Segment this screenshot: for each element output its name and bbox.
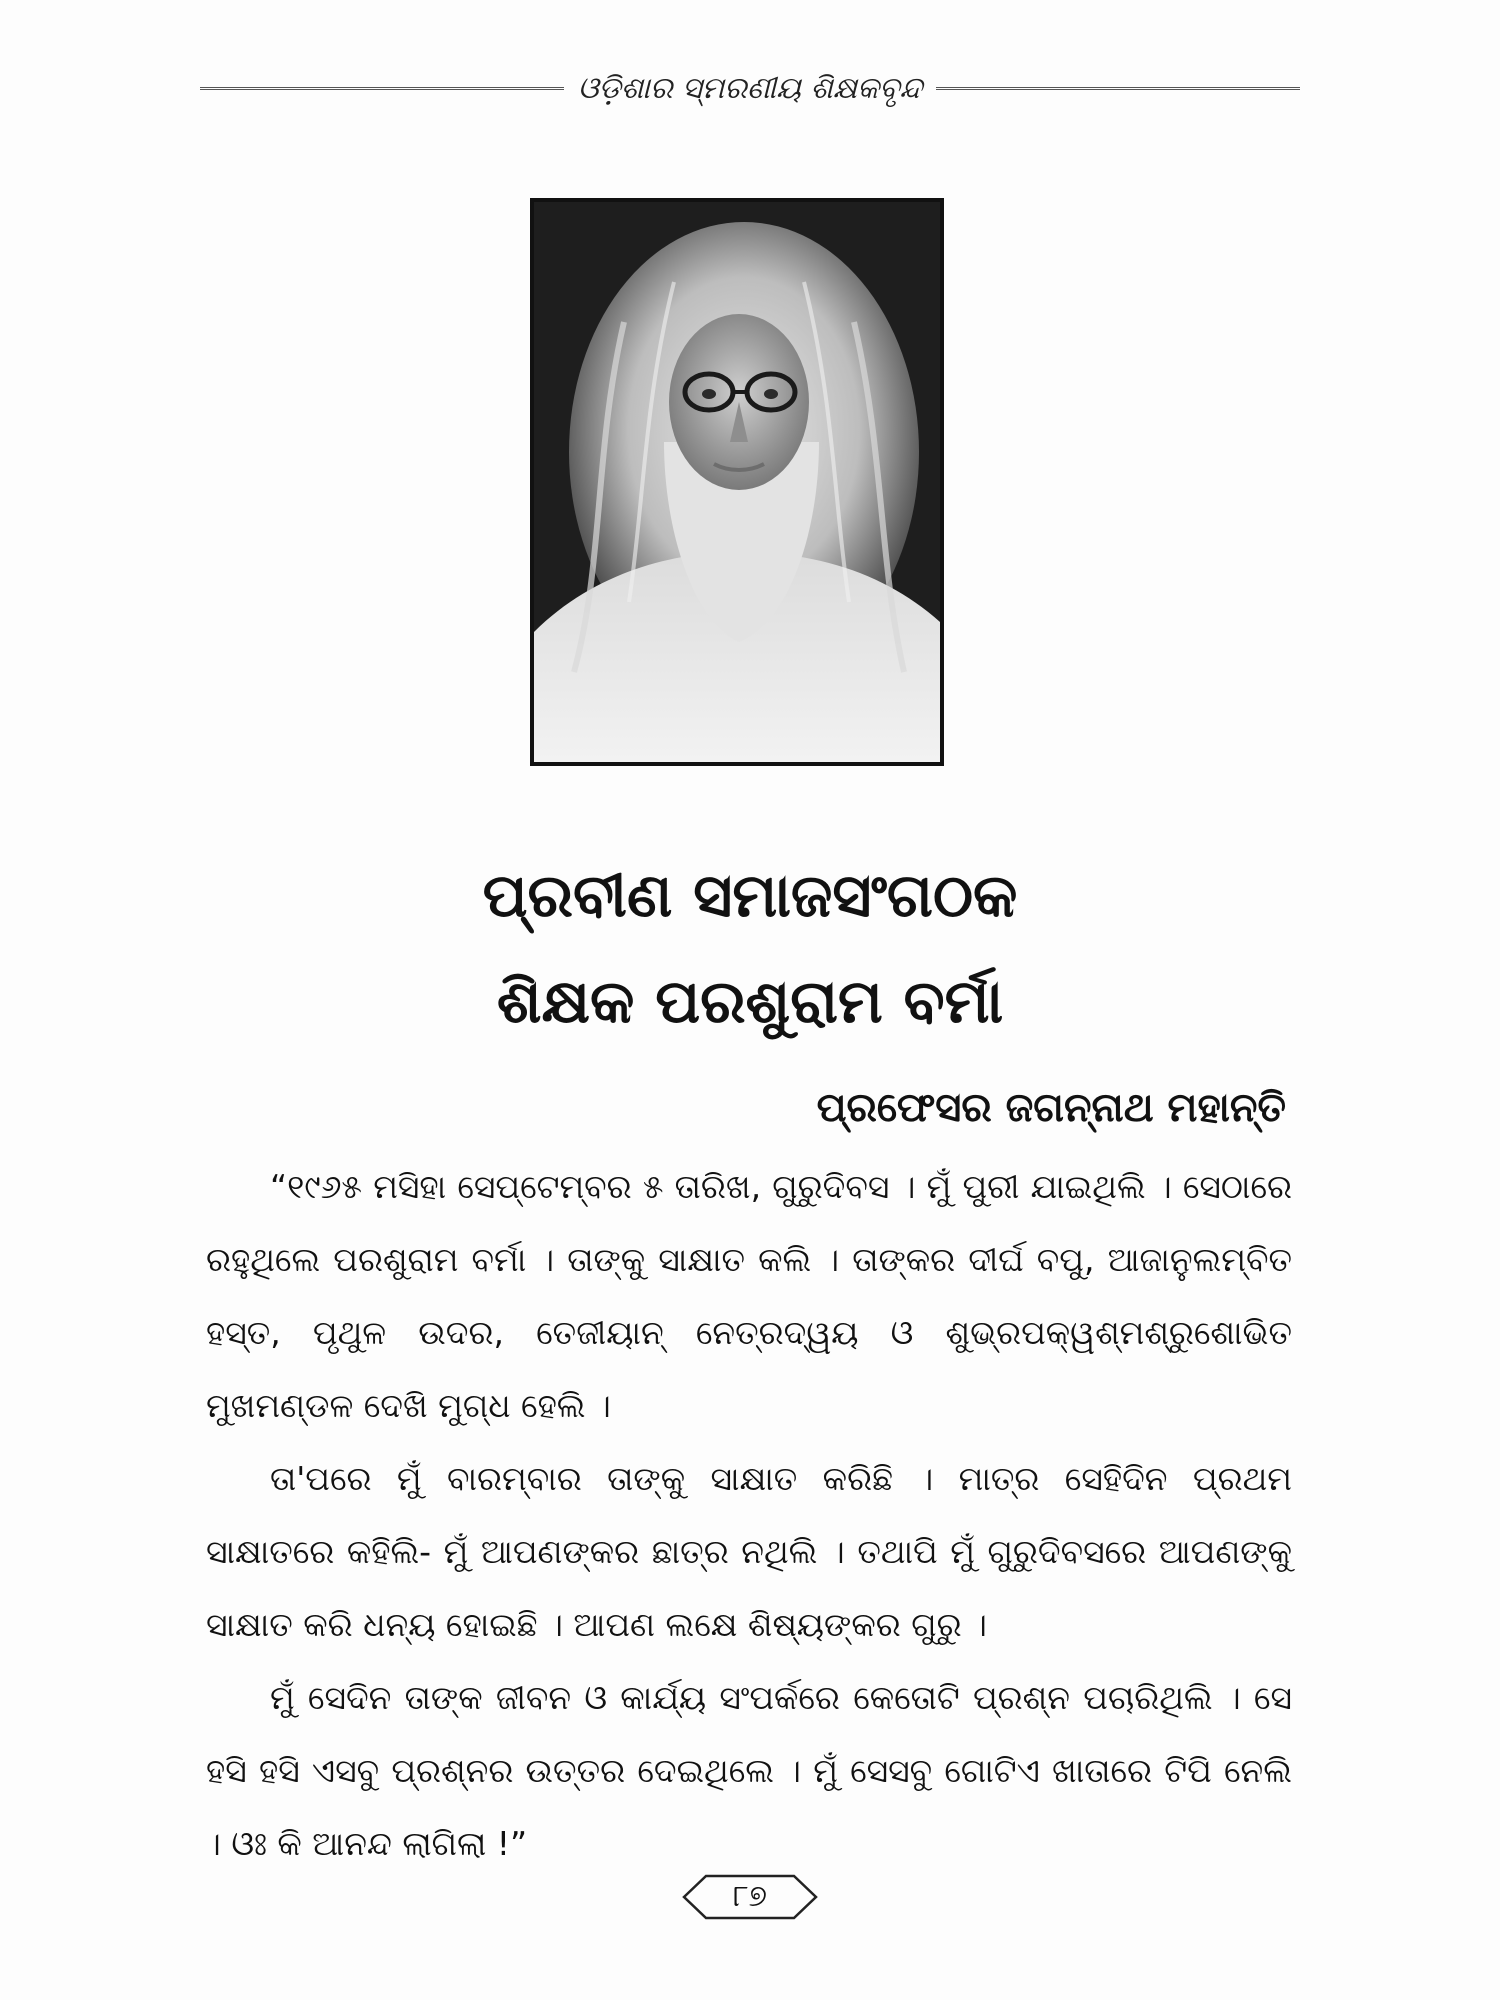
page-number-text: ୮୭ [732,1879,768,1914]
portrait-photo-icon [534,202,940,762]
page-number [680,1872,820,1922]
header-rule-right [936,87,1300,90]
portrait-photo [530,198,944,766]
article-title-line-2: ଶିକ୍ଷକ ପରଶୁରାମ ବର୍ମା [496,967,1004,1037]
article-author: ପ୍ରଫେସର ଜଗନ୍ନାଥ ମହାନ୍ତି [816,1085,1286,1131]
paragraph: “୧୯୬୫ ମସିହା ସେପ୍ଟେମ୍ବର ୫ ତାରିଖ, ଗୁରୁଦିବସ । ମୁଁ ପୁରୀ ଯାଇଥିଲି । ସେଠାରେ ରହୁଥିଲେ ପରଶୁରାମ ବର୍ମା । ତାଙ୍କୁ ସାକ୍ଷାତ କଲି । ତାଙ୍କର ଦୀର୍ଘ ବପୁ, ଆଜାନୁଲମ୍ବିତ ହସ୍ତ, ପୃଥୁଳ ଉଦର, ତେଜୀୟାନ୍ ନେତ୍ରଦ୍ୱୟ ଓ ଶୁଭ୍ରପକ୍ୱଶ୍ମଶ୍ରୁଶୋଭିତ ମୁଖମଣ୍ଡଳ ଦେଖି ମୁଗ୍ଧ ହେଲି । [206,1167,1292,1425]
header-rule-left [200,87,564,90]
article-body [206,1150,1292,1880]
article-title-line-1: ପ୍ରବୀଣ ସମାଜସଂଗଠକ [482,861,1018,931]
paragraph: ମୁଁ ସେଦିନ ତାଙ୍କ ଜୀବନ ଓ କାର୍ଯ୍ୟ ସଂପର୍କରେ କେତୋଟି ପ୍ରଶ୍ନ ପଚାରିଥିଲି । ସେ ହସି ହସି ଏସବୁ ପ୍ରଶ୍ନର ଉତ୍ତର ଦେଇଥିଲେ । ମୁଁ ସେସବୁ ଗୋଟିଏ ଖାତାରେ ଟିପି ନେଲି । ଓଃ କି ଆନନ୍ଦ ଲାଗିଲା !” [206,1678,1292,1863]
running-header [200,68,1300,108]
paragraph: ତା'ପରେ ମୁଁ ବାରମ୍ବାର ତାଙ୍କୁ ସାକ୍ଷାତ କରିଛି । ମାତ୍ର ସେହିଦିନ ପ୍ରଥମ ସାକ୍ଷାତରେ କହିଲି- ମୁଁ ଆପଣଙ୍କର ଛାତ୍ର ନଥିଲି । ତଥାପି ମୁଁ ଗୁରୁଦିବସରେ ଆପଣଙ୍କୁ ସାକ୍ଷାତ କରି ଧନ୍ୟ ହୋଇଛି । ଆପଣ ଲକ୍ଷେ ଶିଷ୍ୟଙ୍କର ଗୁରୁ । [206,1459,1292,1644]
running-title: ଓଡ଼ିଶାର ସ୍ମରଣୀୟ ଶିକ୍ଷକବୃନ୍ଦ [577,70,923,106]
